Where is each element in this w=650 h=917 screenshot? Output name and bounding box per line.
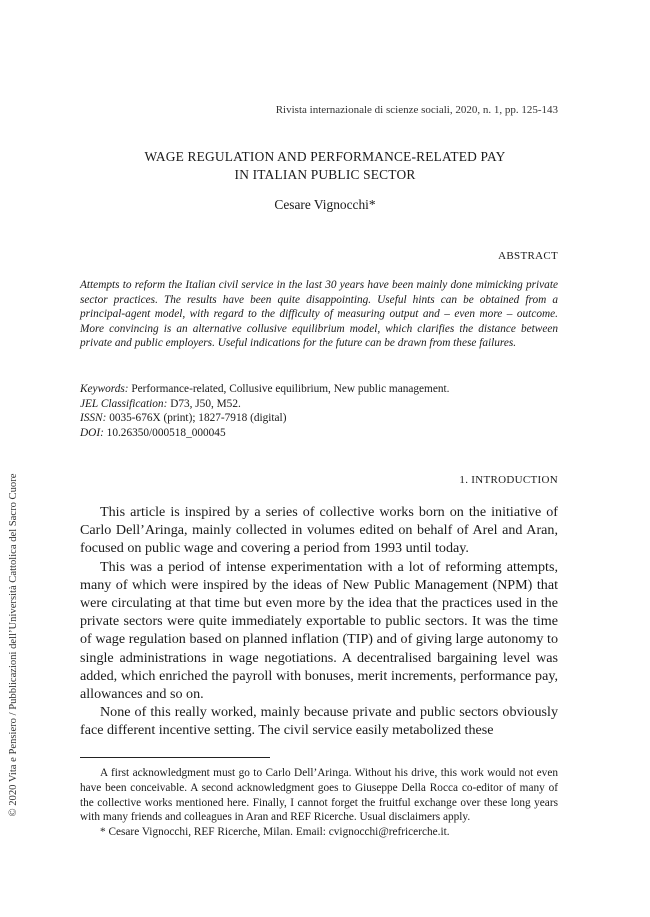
issn-line (80, 411, 449, 426)
title-line-1: WAGE REGULATION AND PERFORMANCE-RELATED PAY (144, 149, 506, 164)
issn-label: ISSN: (80, 412, 107, 425)
article-title (0, 148, 650, 184)
body-paragraph: None of this really worked, mainly because private and public sectors obviously face different incentive setting. The civil service easily metabolized these (80, 704, 558, 739)
keywords-value: Performance-related, Collusive equilibrium, New public management. (131, 383, 450, 395)
author-name: Cesare Vignocchi* (274, 197, 376, 212)
keywords-line (80, 382, 449, 397)
body-paragraph: This article is inspired by a series of collective works born on the initiative of Carlo Dell’Aringa, mainly collected in volumes edited on behalf of Arel and Aran, focused on public wage and covering a period from 1993 until today. (80, 504, 558, 557)
journal-citation: Rivista internazionale di scienze sociali, 2020, n. 1, pp. 125-143 (275, 104, 558, 116)
doi-line (80, 426, 449, 441)
issn-value: 0035-676X (print); 1827-7918 (digital) (109, 412, 287, 425)
copyright-sidebar: © 2020 Vita e Pensiero / Pubblicazioni dell’Università Cattolica del Sacro Cuore (8, 473, 19, 817)
footnote-acknowledgment: A first acknowledgment must go to Carlo Dell’Aringa. Without his drive, this work would not even have been conceivable. A second acknowledgment goes to Giuseppe Della Rocca co-editor of many of the collective works mentioned here. Finally, I cannot forget the fruitful exchange over these long years with many friends and colleagues in Aran and REF Ricerche. Usual disclaimers apply. (80, 767, 558, 824)
footnote-author: * Cesare Vignocchi, REF Ricerche, Milan. Email: cvignocchi@refricerche.it. (100, 826, 450, 839)
keywords-label: Keywords: (80, 383, 129, 395)
body-text (80, 503, 558, 740)
footnotes (80, 766, 558, 840)
jel-line (80, 397, 449, 412)
doi-value: 10.26350/000518_000045 (106, 426, 226, 439)
abstract-text: Attempts to reform the Italian civil service in the last 30 years have been mainly done mimicking private sector practices. The results have been quite disappointing. Useful hints can be obtained from a principal-agent model, with regard to the difficulty of measuring output and – even more – outcome. More convincing is an alternative collusive equilibrium model, which clarifies the distance between private and public employers. Useful indications for the future can be drawn from these failures. (80, 279, 558, 350)
title-line-2: IN ITALIAN PUBLIC SECTOR (234, 167, 416, 182)
article-metadata (80, 382, 449, 440)
footnote-divider (80, 757, 270, 758)
body-paragraph: This was a period of intense experimentation with a lot of reforming attempts, many of which were inspired by the ideas of New Public Management (NPM) that were circulating at that time but even more by the idea that the practices used in the private sectors were quite immediately exportable to public sectors. It was the time of wage regulation based on planned inflation (TIP) and of giving large autonomy to single administrations in wage negotiations. A decentralised bargaining level was added, which enriched the payroll with bonuses, merit increments, performance pay, allowances and so on. (80, 558, 558, 703)
section-heading: 1. INTRODUCTION (459, 474, 558, 486)
abstract-heading: ABSTRACT (498, 250, 558, 262)
jel-value: D73, J50, M52. (170, 397, 241, 410)
doi-label: DOI: (80, 426, 104, 439)
jel-label: JEL Classification: (80, 397, 168, 410)
